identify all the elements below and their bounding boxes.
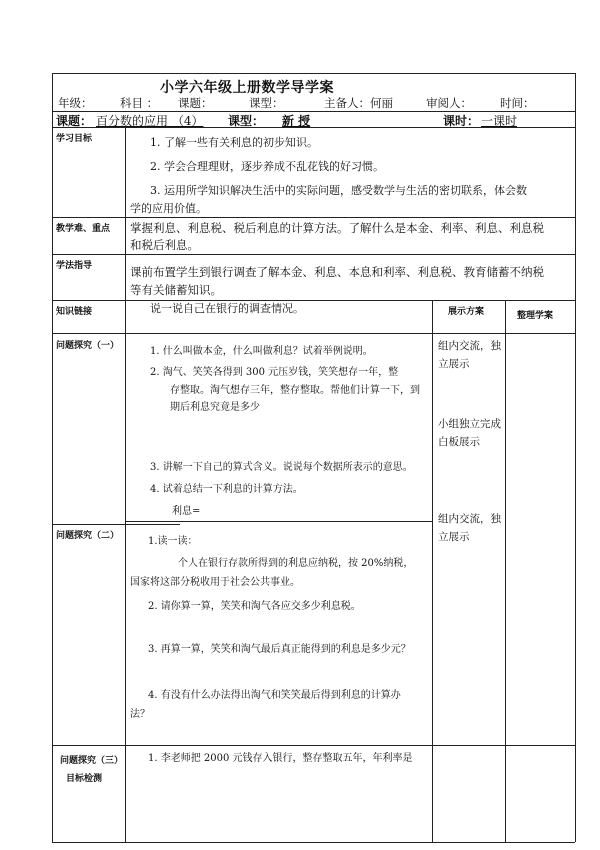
border-right (575, 73, 576, 842)
explore2-q4-line1: 4. 有没有什么办法得出淘气和笑笑最后得到利息的计算办 (148, 690, 401, 701)
explore2-label: 问题探究（二） (56, 531, 120, 541)
show-plan-1-line2: 立展示 (438, 358, 470, 370)
meta-reviewer: 审阅人： (426, 96, 472, 110)
explore2-para-line1: 个人在银行存款所得到的利息应纳税，按 20%纳税， (178, 558, 414, 569)
explore1-q2-line1: 2. 淘气、笑笑各得到 300 元压岁钱，笑笑想存一年，整 (150, 367, 399, 378)
knowledge-label: 知识链接 (56, 307, 93, 317)
divider-explore1 (52, 524, 180, 525)
lesson-period-label: 课时： (443, 114, 480, 128)
col-divider-show (432, 300, 433, 842)
page-title: 小学六年级上册数学导学案 (160, 80, 334, 96)
col-divider-org (505, 300, 506, 842)
show-plan-3-line2: 立展示 (438, 531, 470, 543)
explore3-q1: 1. 李老师把 2000 元钱存入银行，整存整取五年，年利率是 (148, 753, 413, 764)
border-left (52, 73, 53, 842)
meta-preparer: 主备人：何丽 (324, 96, 393, 110)
lesson-type-label: 课型： (228, 114, 265, 128)
explore1-q3: 3. 讲解一下自己的算式含义。说说每个数据所表示的意思。 (150, 462, 413, 473)
method-label: 学法指导 (56, 261, 93, 271)
border-top (52, 73, 575, 74)
lesson-topic-label: 课题： (56, 114, 93, 128)
keypoints-line-2: 和税后利息。 (130, 238, 199, 252)
show-plan-3-line1: 组内交流，独 (438, 513, 501, 525)
explore1-q2-line3: 期后利息究竟是多少 (170, 402, 260, 413)
show-plan-header: 展示方案 (448, 307, 485, 317)
divider-knowledge (52, 333, 575, 334)
explore1-label: 问题探究（一） (56, 341, 120, 351)
explore1-formula: 利息= (172, 506, 201, 517)
divider-explore2 (52, 745, 575, 746)
method-line-2: 等有关储蓄知识。 (130, 283, 222, 297)
meta-topic: 课题： (178, 96, 213, 110)
explore1-q2-line2: 存整取。淘气想存三年，整存整取。帮他们计算一下，到 (170, 385, 420, 396)
meta-time: 时间： (500, 96, 535, 110)
objective-3-cont: 学的应用价值。 (130, 202, 207, 215)
col-divider-label (125, 127, 126, 842)
objective-2: 2. 学会合理理财，逐步养成不乱花钱的好习惯。 (150, 160, 384, 173)
border-bottom (52, 842, 575, 843)
show-plan-2-line1: 小组独立完成 (438, 418, 501, 430)
explore2-q2: 2. 请你算一算，笑笑和淘气各应交多少利息税。 (148, 601, 361, 612)
method-line-1: 课前布置学生到银行调查了解本金、利息、本息和利率、利息税、教育储蓄不纳税 (130, 265, 544, 279)
explore2-read: 1.读一读： (148, 536, 198, 547)
knowledge-text: 说一说自己在银行的调查情况。 (150, 302, 304, 315)
explore2-q4-line2: 法？ (130, 709, 150, 720)
explore3-label: 问题探究（三） (60, 756, 124, 766)
keypoints-label: 教学难、重点 (56, 224, 111, 234)
show-plan-1-line1: 组内交流，独 (438, 340, 501, 352)
objective-3: 3. 运用所学知识解决生活中的实际问题，感受数学与生活的密切联系，体会数 (150, 184, 527, 197)
lesson-period-value: 一课时 (481, 114, 518, 128)
meta-type: 课型： (249, 96, 284, 110)
lesson-topic-value: 百分数的应用 （4） (96, 114, 204, 128)
lesson-type-value: 新 授 (282, 114, 311, 128)
show-plan-2-line2: 白板展示 (438, 436, 480, 448)
explore1-q4: 4. 试着总结一下利息的计算方法。 (150, 484, 303, 495)
meta-grade: 年级： (58, 96, 93, 110)
explore1-q1: 1. 什么叫做本金，什么叫做利息？试着举例说明。 (150, 346, 373, 357)
explore2-para-line2: 国家将这部分税收用于社会公共事业。 (130, 577, 300, 588)
target-check-label: 目标检测 (66, 774, 103, 784)
divider-explore1-mid (125, 521, 432, 522)
divider-method (52, 300, 575, 301)
objective-1: 1. 了解一些有关利息的初步知识。 (150, 136, 318, 149)
organize-header: 整理学案 (517, 311, 554, 321)
meta-subject: 科目 ： (120, 96, 159, 110)
keypoints-line-1: 掌握利息、利息税、税后利息的计算方法。了解什么是本金、利率、利息、利息税 (130, 221, 544, 235)
explore2-q3: 3. 再算一算，笑笑和淘气最后真正能得到的利息是多少元？ (148, 644, 411, 655)
objectives-label: 学习目标 (56, 134, 93, 144)
